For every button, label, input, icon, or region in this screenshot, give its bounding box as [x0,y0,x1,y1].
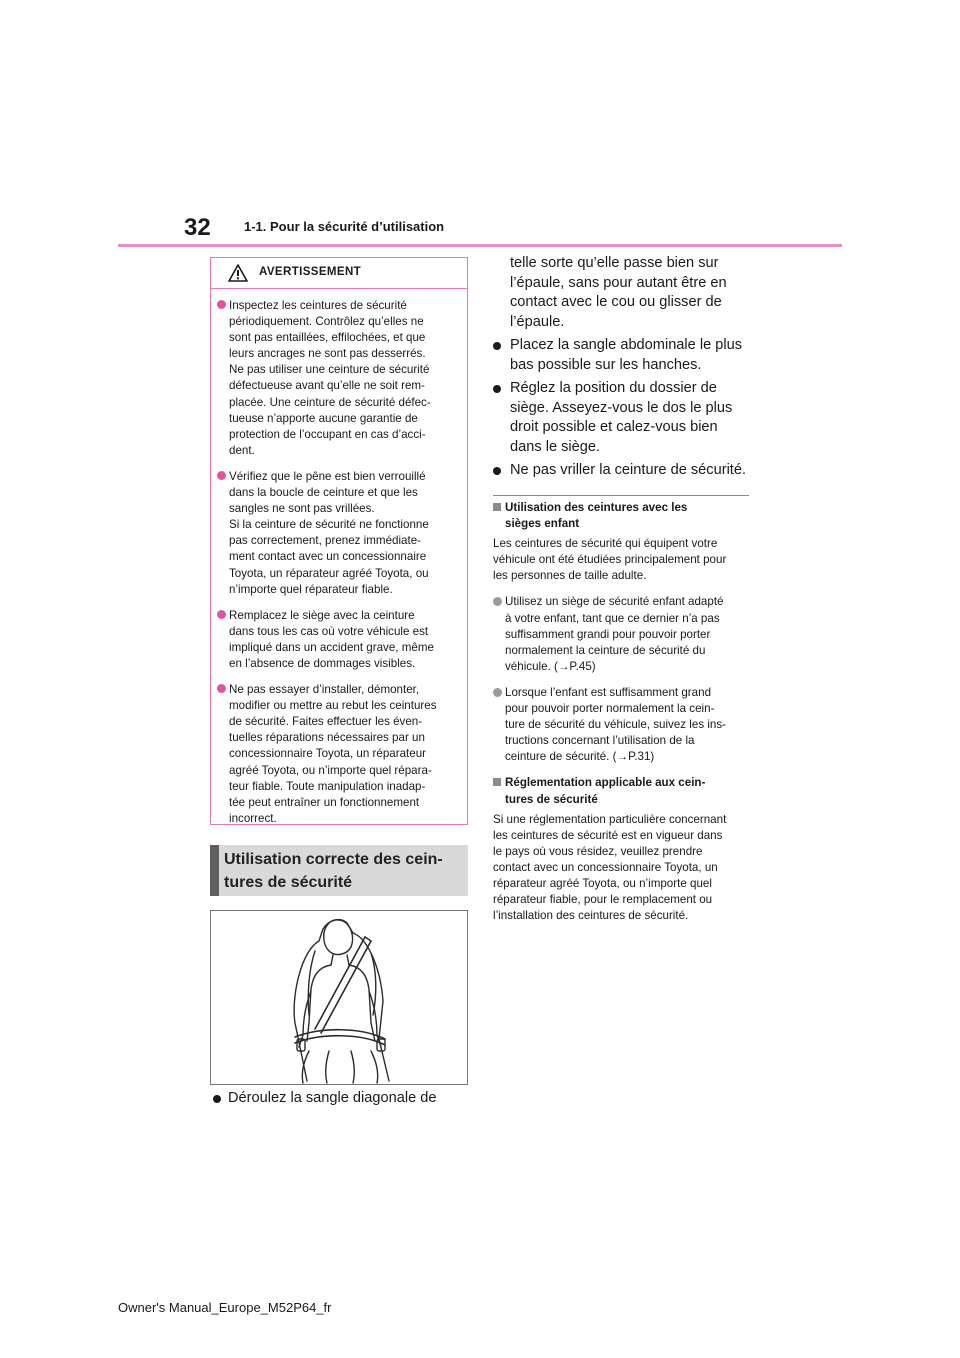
warning-triangle-icon [228,264,248,282]
bullet-continuation: telle sorte qu’elle passe bien sur l’épaule, sans pour autant être en contact avec le cou ou glisser de l’épaule. [510,255,727,330]
bullet-dot [493,467,501,475]
bullet-dot [493,688,502,697]
warning-header [211,258,467,289]
heading-text: Utilisation correcte des cein- tures de sécurité [224,851,443,891]
warning-item: Inspectez les ceintures de sécurité périodiquement. Contrôlez qu’elles ne sont pas entaillées, effilochées, et que leurs ancrages ne sont pas desserrés. Ne pas utiliser une ceinture de sécurité défectueuse avant qu’elle ne soit rem- placée. Une ceinture de sécurité défec- tueuse n’apporte aucune garantie de protection de l’occupant en cas d’acci- dent. [217,298,459,459]
right-column [493,254,753,485]
instruction-bullet: Placez la sangle abdominale le plus bas possible sur les hanches. [493,336,753,375]
warning-title: AVERTISSEMENT [259,266,362,278]
notes-section [493,500,755,924]
paragraph: Si une réglementation particulière concernant les ceintures de sécurité est en vigueur dans le pays où vous résidez, veuillez prendre contact avec un concessionnaire Toyota, un réparateur agréé Toyota, ou n’importe quel réparateur fiable, pour le remplacement ou l’installation des ceintures de sécurité. [493,812,727,923]
warning-item: Ne pas essayer d’installer, démonter, modifier ou mettre au rebut les ceintures de sécurité. Faites effectuer les éven- tuelles réparations nécessaires par un concessionnaire Toyota, un réparateur agréé Toyota, ou n’importe quel répara- teur fiable. Toute manipulation inadap- tée peut entraîner un fonctionnement incorrect. [217,682,459,827]
separator-rule [493,495,749,496]
warning-item: Remplacez le siège avec la ceinture dans tous les cas où votre véhicule est impliqué dans un accident grave, même en l’absence de dommages visibles. [217,608,459,672]
instruction-bullet: Ne pas vriller la ceinture de sécurité. [493,461,753,481]
warning-body [211,288,467,827]
seated-person-illustration [211,911,467,1084]
instruction-bullet: Réglez la position du dossier de siège. Asseyez-vous le dos le plus droit possible et calez-vous bien dans le siège. [493,379,753,457]
warning-box [210,257,468,825]
square-bullet-icon [493,778,501,786]
bullet-dot [217,300,226,309]
bullet-dot [217,610,226,619]
square-bullet-icon [493,503,501,511]
bullet-dot [217,471,226,480]
seatbelt-illustration [210,910,468,1085]
bullet-dot [493,385,501,393]
bullet-dot [217,684,226,693]
warning-item: Vérifiez que le pêne est bien verrouillé dans la boucle de ceinture et que les sangles ne sont pas vrillées. Si la ceinture de sécurité ne fonctionne pas correctement, prenez immédiate- ment contact avec un concessionnaire Toyota, un réparateur agréé Toyota, ou n’importe quel réparateur fiable. [217,469,459,598]
header-rule [118,244,842,247]
footer-text: Owner's Manual_Europe_M52P64_fr [118,1300,332,1315]
subheading-child-seats: Utilisation des ceintures avec les sièges enfant [493,500,755,532]
bullet-dot [213,1095,221,1103]
instruction-bullet: Déroulez la sangle diagonale de [213,1089,437,1109]
note-item: Lorsque l’enfant est suffisamment grand pour pouvoir porter normalement la cein- ture de sécurité du véhicule, suivez les ins- tructions concernant l’utilisation de la ceinture de sécurité. (→P.31) [493,685,755,765]
note-item: Utilisez un siège de sécurité enfant adapté à votre enfant, tant que ce dernier n’a pas suffisamment grandi pour pouvoir porter normalement la ceinture de sécurité du véhicule. (→P.45) [493,594,755,674]
paragraph: Les ceintures de sécurité qui équipent votre véhicule ont été étudiées principalement pour les personnes de taille adulte. [493,537,727,583]
bullet-dot [493,597,502,606]
page-number: 32 [184,214,211,241]
bullet-dot [493,342,501,350]
section-title: 1-1. Pour la sécurité d’utilisation [244,219,445,234]
section-heading [210,845,468,896]
subheading-regulations: Réglementation applicable aux cein- tures de sécurité [493,775,755,807]
heading-bar [210,845,219,896]
